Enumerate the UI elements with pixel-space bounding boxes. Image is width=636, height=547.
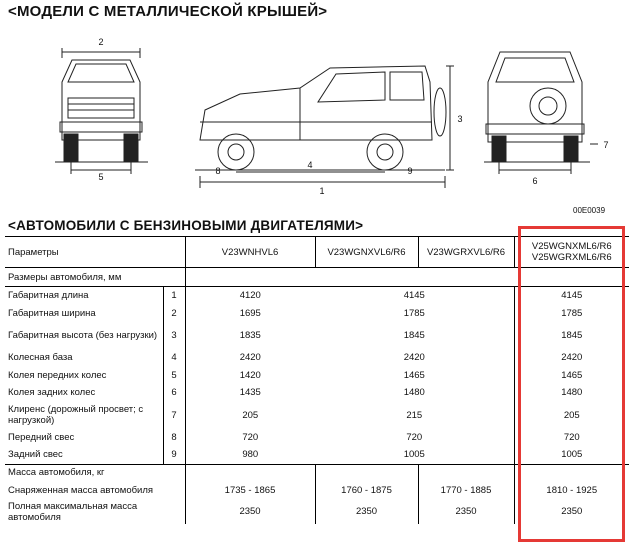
table-row: Колея передних колес 5 1420 1465 1465 [5, 367, 629, 385]
callout-8: 8 [215, 166, 221, 176]
callout-9: 9 [407, 166, 413, 176]
rear-view-drawing [484, 52, 598, 174]
table-row: Снаряженная масса автомобиля 1735 - 1865 1760 - 1875 1770 - 1885 1810 - 1925 [5, 481, 629, 500]
table-row: Колесная база 4 2420 2420 2420 [5, 349, 629, 367]
callout-5: 5 [98, 172, 104, 182]
model-header: V23WNHVL6 [185, 237, 315, 268]
table-row: Задний свес 9 980 1005 1005 [5, 446, 629, 464]
callout-3: 3 [457, 114, 463, 124]
callout-2: 2 [98, 37, 104, 47]
mass-section-label: Масса автомобиля, кг [5, 464, 185, 481]
petrol-engine-title: <АВТОМОБИЛИ С БЕНЗИНОВЫМИ ДВИГАТЕЛЯМИ> [8, 218, 364, 233]
highlight-frame [518, 226, 625, 542]
callout-4: 4 [307, 160, 313, 170]
table-row: Колея задних колес 6 1435 1480 1480 [5, 384, 629, 402]
param-header: Параметры [5, 237, 185, 268]
callout-6: 6 [532, 176, 538, 186]
table-row: Габаритная высота (без нагрузки) 3 1835 1845 1845 [5, 322, 629, 349]
front-view-drawing [55, 48, 148, 174]
table-row: Передний свес 8 720 720 720 [5, 429, 629, 447]
table-row: Полная максимальная масса автомобиля 2350 2350 2350 2350 [5, 500, 629, 524]
table-row: Клиренс (дорожный просвет; с нагрузкой) 7 205 215 205 [5, 402, 629, 429]
vehicle-dimension-drawings [0, 22, 636, 217]
side-view-drawing [195, 66, 454, 188]
table-row: Габаритная длина 1 4120 4145 4145 [5, 287, 629, 305]
model-header: V23WGNXVL6/R6 [315, 237, 418, 268]
figure-code: 00E0039 [573, 206, 606, 215]
model-header: V25WGNXML6/R6 V25WGRXML6/R6 [514, 237, 629, 268]
dims-section-label: Размеры автомобиля, мм [5, 268, 185, 287]
metal-roof-title: <МОДЕЛИ С МЕТАЛЛИЧЕСКОЙ КРЫШЕЙ> [8, 3, 328, 20]
model-header: V23WGRXVL6/R6 [418, 237, 514, 268]
callout-7: 7 [603, 140, 609, 150]
callout-1: 1 [319, 186, 325, 196]
table-row: Габаритная ширина 2 1695 1785 1785 [5, 305, 629, 323]
